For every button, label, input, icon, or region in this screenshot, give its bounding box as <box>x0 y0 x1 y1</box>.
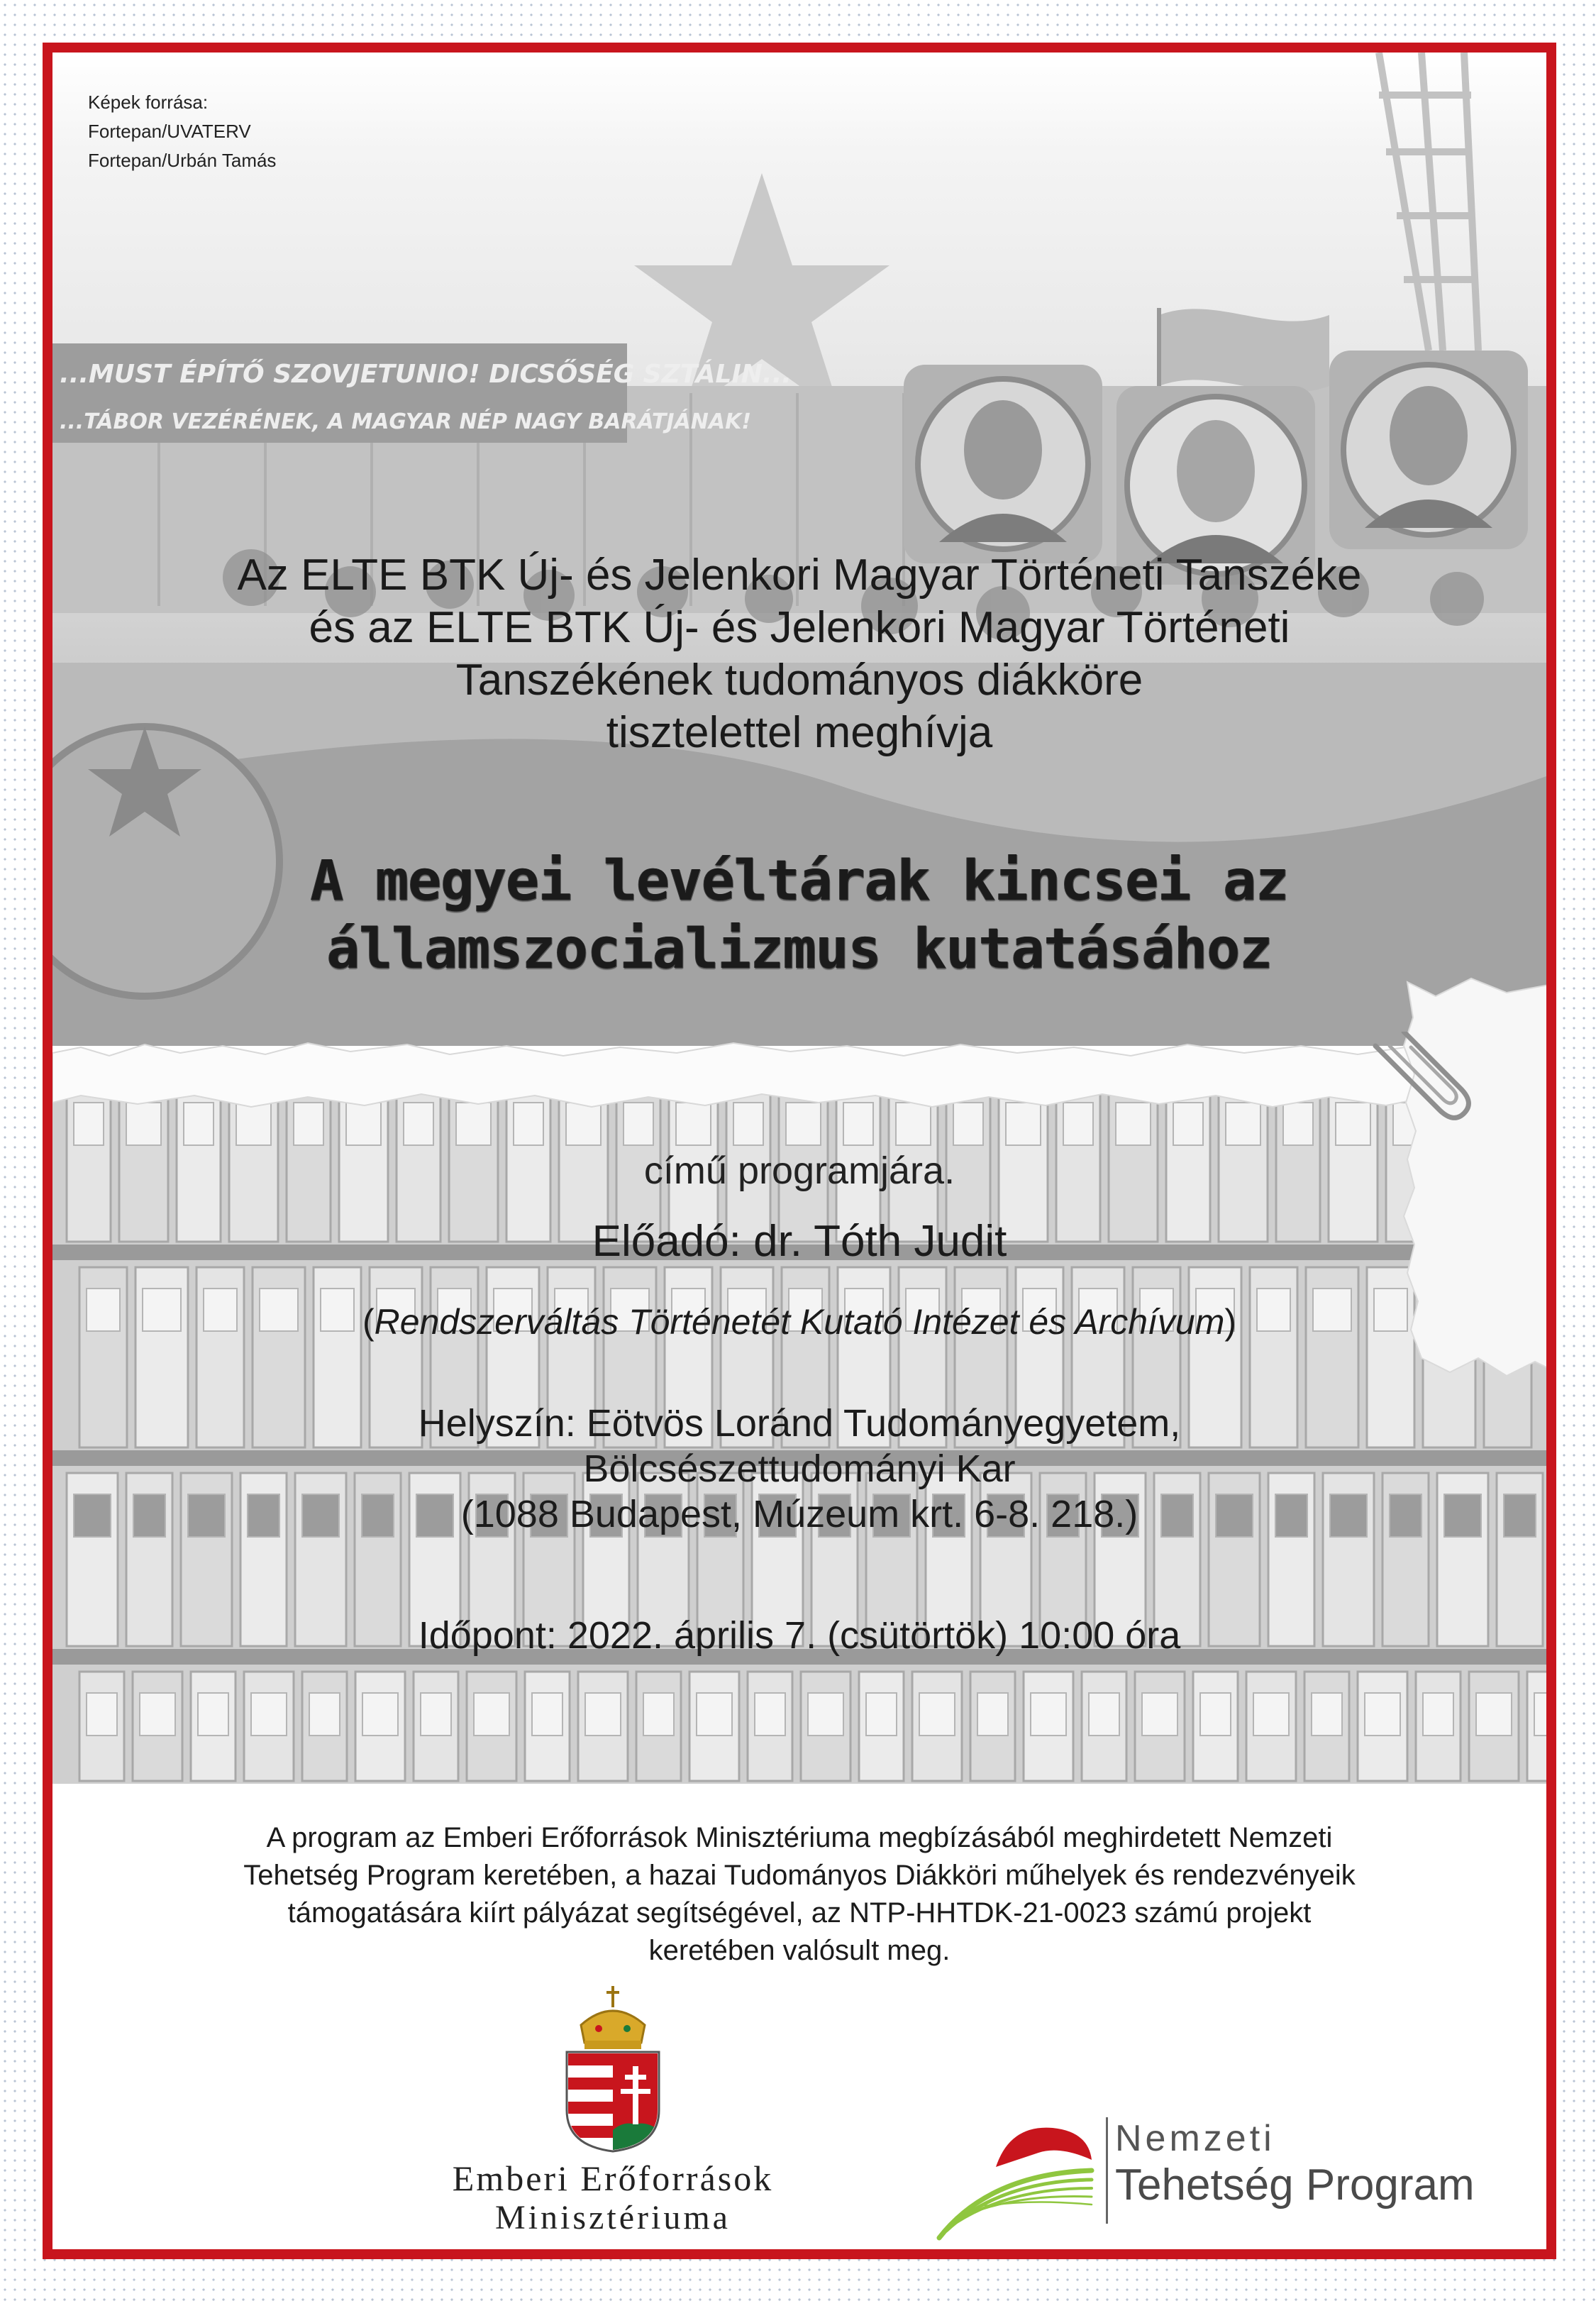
banner-line1: ...MUST ÉPÍTŐ SZOVJETUNIO! DICSŐSÉG SZTÁLIN... <box>60 360 792 389</box>
binder-label <box>1142 1693 1177 1736</box>
banner-line2: ...TÁBOR VEZÉRÉNEK, A MAGYAR NÉP NAGY BARÁTJÁNAK! <box>60 409 752 434</box>
binder-label <box>140 1693 175 1736</box>
affiliation-name: Rendszerváltás Történetét Kutató Intézet és Archívum <box>374 1302 1225 1342</box>
binder-label <box>808 1693 843 1736</box>
binder-label <box>1476 1693 1512 1736</box>
binder-label <box>421 1693 451 1736</box>
torn-paper-strip <box>52 1032 1546 1117</box>
binder-label <box>362 1693 398 1736</box>
funding-line-3: támogatására kiírt pályázat segítségével, az NTP-HHTDK-21-0023 számú projekt <box>287 1897 1312 1929</box>
event-title <box>52 847 1546 983</box>
affiliation <box>52 1301 1546 1342</box>
hungarian-coat-of-arms-icon <box>560 1975 666 2153</box>
program-suffix: című programjára. <box>643 1149 955 1192</box>
binder-label <box>919 1693 955 1736</box>
invitation-intro <box>52 549 1546 759</box>
ntp-logo <box>932 2103 1514 2245</box>
binder-label <box>1200 1693 1231 1736</box>
binder-label <box>251 1693 287 1736</box>
binder-label <box>1253 1693 1289 1736</box>
event-datetime: Időpont: 2022. április 7. (csütörtök) 10:00 óra <box>418 1614 1181 1657</box>
binder-label <box>309 1693 340 1736</box>
binder-label <box>977 1693 1008 1736</box>
binder-label <box>1312 1693 1342 1736</box>
venue-line-1: Helyszín: Eötvös Loránd Tudományegyetem, <box>418 1402 1181 1445</box>
title-line-2: államszocializmus kutatásához <box>326 917 1273 981</box>
funding-line-1: A program az Emberi Erőforrások Minisztériuma megbízásából meghirdetett Nemzeti <box>266 1822 1333 1853</box>
binder-label <box>532 1693 563 1736</box>
venue-line-2: Bölcsészettudományi Kar <box>583 1447 1016 1490</box>
binder-label <box>1534 1693 1546 1736</box>
intro-line-4: tisztelettel meghívja <box>606 708 993 757</box>
funding-statement <box>52 1819 1546 1970</box>
paperclip-icon <box>1361 1032 1475 1138</box>
binder-label <box>198 1693 228 1736</box>
emmi-logo <box>436 1975 790 2259</box>
lecturer: Előadó: dr. Tóth Judit <box>592 1217 1007 1266</box>
emmi-name-line-2: Minisztériuma <box>495 2199 731 2236</box>
affiliation-open: ( <box>362 1302 375 1342</box>
binder-label <box>1423 1693 1453 1736</box>
intro-line-1: Az ELTE BTK Új- és Jelenkori Magyar Történeti Tanszéke <box>237 551 1362 600</box>
emmi-name <box>436 2158 790 2238</box>
ntp-name-line-2: Tehetség Program <box>1115 2161 1475 2210</box>
binder-label <box>1031 1693 1066 1736</box>
binder-label <box>474 1693 509 1736</box>
binder-label <box>697 1693 732 1736</box>
funding-line-4: keretében valósult meg. <box>648 1935 951 1966</box>
intro-line-3: Tanszékének tudományos diákköre <box>455 656 1143 705</box>
binder-label <box>866 1693 897 1736</box>
photo-credit <box>88 88 276 175</box>
ntp-divider <box>1106 2117 1108 2224</box>
ntp-swoosh-icon <box>932 2103 1102 2245</box>
photo-credit-source-2: Fortepan/Urbán Tamás <box>88 150 277 171</box>
poster-frame <box>43 43 1556 2259</box>
binder-label <box>87 1693 117 1736</box>
binder-label <box>585 1693 621 1736</box>
ntp-name-line-1: Nemzeti <box>1115 2118 1275 2159</box>
intro-line-2: és az ELTE BTK Új- és Jelenkori Magyar Történeti <box>309 603 1290 652</box>
photo-credit-source-1: Fortepan/UVATERV <box>88 121 251 142</box>
funding-line-2: Tehetség Program keretében, a hazai Tudományos Diákköri műhelyek és rendezvényeik <box>243 1860 1356 1891</box>
binder-label <box>1365 1693 1400 1736</box>
binder-label <box>755 1693 785 1736</box>
title-line-1: A megyei levéltárak kincsei az <box>310 849 1289 913</box>
affiliation-close: ) <box>1224 1302 1237 1342</box>
venue-line-3: (1088 Budapest, Múzeum krt. 6-8. 218.) <box>460 1493 1138 1535</box>
binder-label <box>643 1693 674 1736</box>
emmi-name-line-1: Emberi Erőforrások <box>452 2158 774 2198</box>
venue <box>52 1401 1546 1537</box>
binder-label <box>1089 1693 1119 1736</box>
photo-credit-label: Képek forrása: <box>88 92 209 113</box>
